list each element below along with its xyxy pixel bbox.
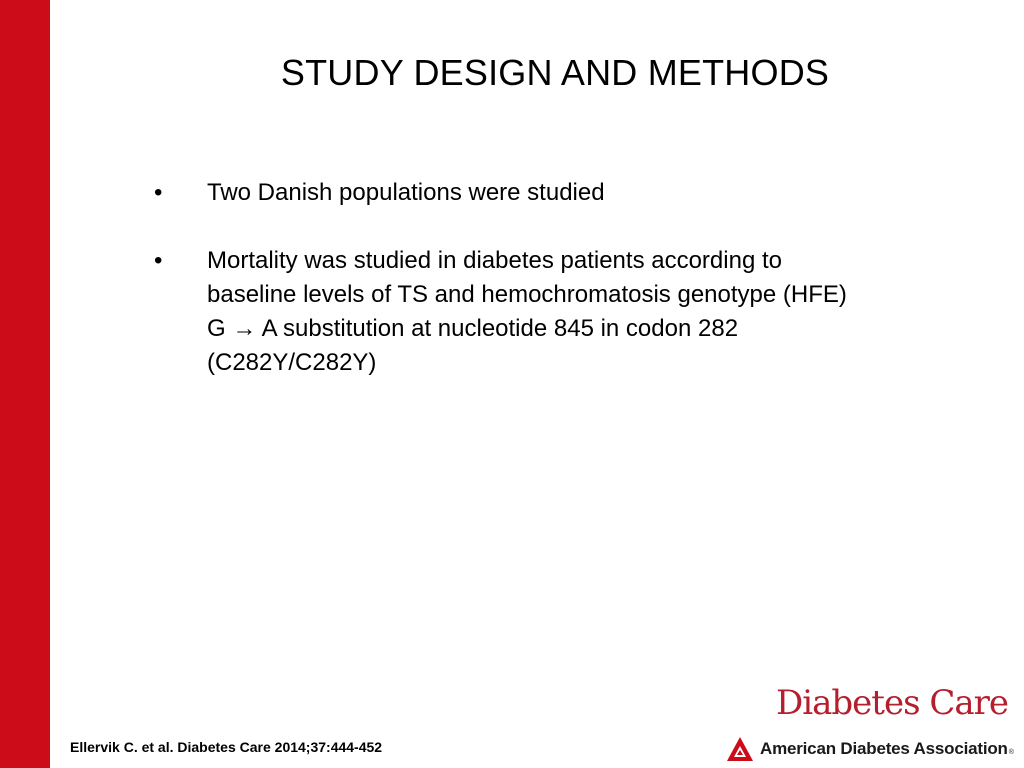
slide-title: STUDY DESIGN AND METHODS [280, 52, 830, 93]
ada-logo-text: American Diabetes Association® [760, 739, 1014, 758]
registered-mark: ® [1008, 749, 1014, 756]
bullet-text-line: baseline levels of TS and hemochromatosis genotype (HFE) [207, 281, 847, 308]
bullet-dot-icon: • [154, 179, 163, 206]
bullet-text-line: Mortality was studied in diabetes patients according to [207, 247, 782, 274]
triangle-a-icon [726, 736, 754, 762]
ada-logo [726, 734, 1014, 764]
bullet-item [150, 244, 980, 380]
bullet-list [150, 176, 980, 414]
bullet-text: Two Danish populations were studied [207, 179, 605, 206]
citation: Ellervik C. et al. Diabetes Care 2014;37:444-452 [70, 739, 383, 755]
bullet-dot-icon: • [154, 247, 163, 274]
bullet-text-line: (C282Y/C282Y) [207, 349, 377, 376]
bullet-item [150, 176, 980, 210]
bullet-text-line: G → A substitution at nucleotide 845 in codon 282 [207, 315, 739, 342]
diabetes-care-logo: Diabetes Care [776, 683, 1008, 723]
left-accent-bar [0, 0, 50, 768]
